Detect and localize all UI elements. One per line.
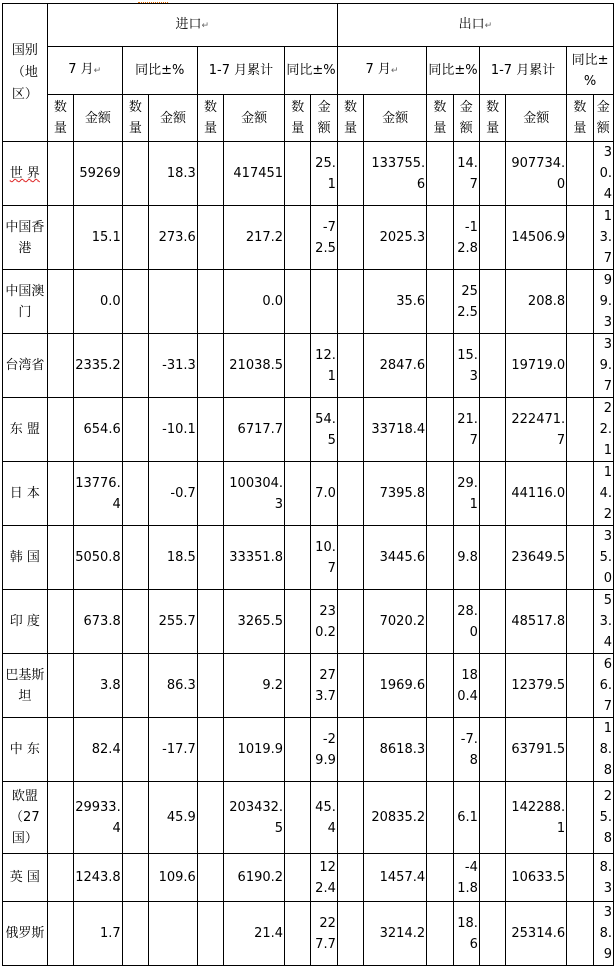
- imp-cum-yoy-cell: 230.2: [311, 590, 337, 654]
- exp-cum-amt-cell: 23649.5: [506, 526, 567, 590]
- qty-cell: [285, 142, 311, 206]
- qty-header: 数量: [567, 95, 593, 142]
- qty-cell: [567, 902, 593, 966]
- qty-cell: [427, 270, 453, 334]
- exp-cum-yoy-cell: 25.8: [593, 782, 613, 854]
- qty-cell: [337, 526, 363, 590]
- imp-cum-yoy-cell: 7.0: [311, 462, 337, 526]
- region-cell: 欧盟（27国）: [3, 782, 48, 854]
- qty-cell: [47, 270, 73, 334]
- table-row: [3, 270, 614, 334]
- exp-jul-yoy-cell: 9.8: [453, 526, 479, 590]
- region-cell: 巴基斯坦: [3, 654, 48, 718]
- region-cell: 中国香港: [3, 206, 48, 270]
- exp-cum-amt-cell: 222471.7: [506, 398, 567, 462]
- qty-cell: [479, 398, 505, 462]
- export-header: [337, 4, 613, 47]
- exp-cum-amt-cell: 10633.5: [506, 854, 567, 902]
- imp-jul-amt-cell: 0.0: [74, 270, 123, 334]
- imp-cum-amt-cell: 1019.9: [224, 718, 285, 782]
- imp-cum-yoy-cell: -72.5: [311, 206, 337, 270]
- qty-cell: [122, 854, 148, 902]
- exp-cum-yoy-cell: 8.3: [593, 854, 613, 902]
- qty-cell: [479, 654, 505, 718]
- region-cell: 韩 国: [3, 526, 48, 590]
- imp-cum-yoy-label: 同比±%: [286, 63, 336, 78]
- region-cell: 俄罗斯: [3, 902, 48, 966]
- trade-table: [2, 3, 614, 966]
- qty-cell: [285, 718, 311, 782]
- exp-cum-yoy-cell: 39.7: [593, 334, 613, 398]
- exp-jul-yoy-cell: -12.8: [453, 206, 479, 270]
- exp-cum-yoy-cell: 99.3: [593, 270, 613, 334]
- imp-yoy-header: [122, 47, 197, 95]
- qty-cell: [337, 334, 363, 398]
- imp-cum-yoy-cell: 54.5: [311, 398, 337, 462]
- qty-cell: [122, 782, 148, 854]
- table-row: [3, 142, 614, 206]
- imp-jul-amt-cell: 59269: [74, 142, 123, 206]
- exp-jul-amt-cell: 2847.6: [364, 334, 427, 398]
- exp-jul-yoy-cell: -7.8: [453, 718, 479, 782]
- amt-header: 金额: [74, 95, 123, 142]
- sub-header-row: [3, 95, 614, 142]
- exp-jul-yoy-cell: 252.5: [453, 270, 479, 334]
- exp-yoy-label: 同比±%: [428, 63, 478, 78]
- qty-header: 数量: [337, 95, 363, 142]
- qty-cell: [427, 462, 453, 526]
- exp-cum-amt-cell: 63791.5: [506, 718, 567, 782]
- qty-cell: [337, 654, 363, 718]
- imp-cum-yoy-cell: -29.9: [311, 718, 337, 782]
- qty-cell: [427, 398, 453, 462]
- qty-cell: [427, 718, 453, 782]
- region-cell: 印 度: [3, 590, 48, 654]
- imp-jul-yoy-cell: -10.1: [149, 398, 198, 462]
- imp-cum-yoy-cell: 227.7: [311, 902, 337, 966]
- exp-jul-amt-cell: 33718.4: [364, 398, 427, 462]
- exp-cum-yoy-cell: 14.2: [593, 462, 613, 526]
- exp-cum-amt-cell: 12379.5: [506, 654, 567, 718]
- qty-cell: [479, 854, 505, 902]
- qty-cell: [427, 654, 453, 718]
- exp-jul-amt-cell: 133755.6: [364, 142, 427, 206]
- qty-cell: [479, 590, 505, 654]
- qty-cell: [197, 718, 223, 782]
- region-cell: 世 界: [3, 142, 48, 206]
- exp-jul-amt-cell: 1969.6: [364, 654, 427, 718]
- qty-cell: [567, 654, 593, 718]
- qty-cell: [47, 718, 73, 782]
- exp-cum-yoy-cell: 13.7: [593, 206, 613, 270]
- qty-cell: [479, 902, 505, 966]
- table-row: [3, 398, 614, 462]
- table-row: [3, 854, 614, 902]
- qty-cell: [47, 782, 73, 854]
- imp-jul-yoy-cell: 18.3: [149, 142, 198, 206]
- qty-cell: [197, 782, 223, 854]
- exp-cum-yoy-cell: 53.4: [593, 590, 613, 654]
- qty-cell: [285, 526, 311, 590]
- imp-jul-amt-cell: 13776.4: [74, 462, 123, 526]
- qty-cell: [47, 462, 73, 526]
- qty-cell: [427, 782, 453, 854]
- imp-jul-amt-cell: 3.8: [74, 654, 123, 718]
- imp-cum-amt-cell: 6717.7: [224, 398, 285, 462]
- table-row: [3, 590, 614, 654]
- exp-jul-yoy-cell: 6.1: [453, 782, 479, 854]
- exp-cum-amt-cell: 25314.6: [506, 902, 567, 966]
- qty-cell: [337, 206, 363, 270]
- imp-jul-yoy-cell: 18.5: [149, 526, 198, 590]
- qty-cell: [285, 270, 311, 334]
- qty-cell: [567, 718, 593, 782]
- imp-jul-yoy-cell: 273.6: [149, 206, 198, 270]
- qty-cell: [427, 334, 453, 398]
- qty-cell: [285, 902, 311, 966]
- exp-cum-amt-cell: 44116.0: [506, 462, 567, 526]
- qty-cell: [122, 270, 148, 334]
- para-mark: ↵: [484, 20, 493, 31]
- qty-cell: [122, 462, 148, 526]
- exp-cum-label: 1-7 月累计: [490, 63, 556, 78]
- qty-cell: [47, 590, 73, 654]
- exp-jul-yoy-cell: 29.1: [453, 462, 479, 526]
- exp-cum-amt-cell: 142288.1: [506, 782, 567, 854]
- exp-cum-header: [479, 47, 566, 95]
- qty-cell: [122, 590, 148, 654]
- exp-jul-amt-cell: 20835.2: [364, 782, 427, 854]
- qty-cell: [47, 526, 73, 590]
- exp-cum-amt-cell: 907734.0: [506, 142, 567, 206]
- imp-jul-yoy-cell: -31.3: [149, 334, 198, 398]
- qty-cell: [337, 902, 363, 966]
- qty-cell: [285, 462, 311, 526]
- imp-cum-amt-cell: 0.0: [224, 270, 285, 334]
- qty-cell: [122, 334, 148, 398]
- exp-cum-amt-cell: 208.8: [506, 270, 567, 334]
- qty-cell: [479, 462, 505, 526]
- imp-jul-yoy-cell: -17.7: [149, 718, 198, 782]
- qty-cell: [285, 206, 311, 270]
- region-cell: 英 国: [3, 854, 48, 902]
- qty-cell: [122, 142, 148, 206]
- exp-jul-yoy-cell: 21.7: [453, 398, 479, 462]
- imp-jul-amt-cell: 673.8: [74, 590, 123, 654]
- imp-yoy-label: 同比±%: [135, 63, 185, 78]
- imp-jul-yoy-cell: [149, 270, 198, 334]
- region-header: [3, 4, 48, 142]
- para-mark: ↵: [93, 66, 102, 76]
- qty-cell: [567, 590, 593, 654]
- qty-cell: [479, 270, 505, 334]
- imp-cum-yoy-cell: 10.7: [311, 526, 337, 590]
- qty-cell: [122, 398, 148, 462]
- qty-cell: [567, 142, 593, 206]
- qty-cell: [197, 142, 223, 206]
- imp-cum-amt-cell: 100304.3: [224, 462, 285, 526]
- amt-header: 金额: [506, 95, 567, 142]
- qty-cell: [122, 718, 148, 782]
- import-header: [47, 4, 337, 47]
- qty-header: 数量: [285, 95, 311, 142]
- qty-cell: [197, 398, 223, 462]
- amt-header: 金额: [311, 95, 337, 142]
- qty-cell: [337, 142, 363, 206]
- table-row: [3, 902, 614, 966]
- qty-cell: [197, 526, 223, 590]
- imp-cum-yoy-cell: 12.1: [311, 334, 337, 398]
- exp-cum-yoy-label: 同比±%: [571, 52, 609, 89]
- qty-cell: [567, 206, 593, 270]
- exp-cum-yoy-header: [567, 47, 614, 95]
- imp-jul-amt-cell: 1.7: [74, 902, 123, 966]
- imp-cum-yoy-cell: 45.4: [311, 782, 337, 854]
- exp-cum-yoy-cell: 22.1: [593, 398, 613, 462]
- exp-jul-amt-cell: 1457.4: [364, 854, 427, 902]
- para-mark: ↵: [390, 66, 399, 76]
- exp-jul-amt-cell: 3445.6: [364, 526, 427, 590]
- exp-jul-amt-cell: 7395.8: [364, 462, 427, 526]
- exp-cum-yoy-cell: 38.9: [593, 902, 613, 966]
- imp-cum-yoy-cell: 273.7: [311, 654, 337, 718]
- qty-cell: [337, 854, 363, 902]
- exp-cum-amt-cell: 48517.8: [506, 590, 567, 654]
- exp-jul-yoy-cell: -41.8: [453, 854, 479, 902]
- imp-cum-amt-cell: 9.2: [224, 654, 285, 718]
- qty-cell: [47, 398, 73, 462]
- export-header-label: 出口: [458, 16, 485, 32]
- qty-cell: [197, 854, 223, 902]
- qty-cell: [197, 590, 223, 654]
- imp-jul-amt-cell: 5050.8: [74, 526, 123, 590]
- imp-jul-amt-cell: 82.4: [74, 718, 123, 782]
- imp-jul-amt-cell: 654.6: [74, 398, 123, 462]
- qty-cell: [197, 206, 223, 270]
- qty-cell: [479, 526, 505, 590]
- qty-cell: [197, 462, 223, 526]
- amt-header: 金额: [224, 95, 285, 142]
- amt-header: 金额: [149, 95, 198, 142]
- qty-cell: [567, 782, 593, 854]
- qty-cell: [47, 902, 73, 966]
- imp-cum-yoy-header: [285, 47, 338, 95]
- qty-cell: [122, 654, 148, 718]
- qty-cell: [47, 142, 73, 206]
- exp-jul-amt-cell: 2025.3: [364, 206, 427, 270]
- qty-cell: [337, 718, 363, 782]
- qty-cell: [427, 142, 453, 206]
- qty-cell: [285, 854, 311, 902]
- imp-jul-yoy-cell: 86.3: [149, 654, 198, 718]
- imp-cum-header: [197, 47, 284, 95]
- imp-cum-amt-cell: 21038.5: [224, 334, 285, 398]
- exp-jul-yoy-cell: 15.3: [453, 334, 479, 398]
- exp-month-label: 7 月: [365, 62, 391, 77]
- exp-cum-yoy-cell: 18.8: [593, 718, 613, 782]
- para-mark: ↵: [201, 20, 210, 31]
- exp-yoy-header: [427, 47, 480, 95]
- imp-jul-amt-cell: 1243.8: [74, 854, 123, 902]
- table-row: [3, 462, 614, 526]
- exp-cum-amt-cell: 19719.0: [506, 334, 567, 398]
- exp-jul-yoy-cell: 14.7: [453, 142, 479, 206]
- exp-jul-amt-cell: 35.6: [364, 270, 427, 334]
- table-body: [3, 142, 614, 966]
- region-cell: 台湾省: [3, 334, 48, 398]
- qty-cell: [197, 654, 223, 718]
- exp-cum-amt-cell: 14506.9: [506, 206, 567, 270]
- qty-cell: [427, 854, 453, 902]
- imp-cum-yoy-cell: [311, 270, 337, 334]
- exp-jul-yoy-cell: 180.4: [453, 654, 479, 718]
- exp-jul-yoy-cell: 18.6: [453, 902, 479, 966]
- amt-header: 金额: [364, 95, 427, 142]
- region-cell: 东 盟: [3, 398, 48, 462]
- region-cell: 日 本: [3, 462, 48, 526]
- imp-jul-amt-cell: 15.1: [74, 206, 123, 270]
- qty-cell: [285, 334, 311, 398]
- exp-cum-yoy-cell: 66.7: [593, 654, 613, 718]
- qty-cell: [479, 334, 505, 398]
- exp-jul-yoy-cell: 28.0: [453, 590, 479, 654]
- qty-cell: [197, 902, 223, 966]
- qty-cell: [122, 206, 148, 270]
- qty-cell: [337, 398, 363, 462]
- imp-cum-yoy-cell: 25.1: [311, 142, 337, 206]
- imp-cum-amt-cell: 417451: [224, 142, 285, 206]
- imp-cum-amt-cell: 21.4: [224, 902, 285, 966]
- qty-cell: [197, 270, 223, 334]
- imp-jul-yoy-cell: 45.9: [149, 782, 198, 854]
- region-header-label: 国别（地区）: [11, 42, 38, 102]
- qty-cell: [285, 398, 311, 462]
- exp-cum-yoy-cell: 30.4: [593, 142, 613, 206]
- qty-cell: [567, 398, 593, 462]
- qty-header: 数量: [479, 95, 505, 142]
- qty-cell: [285, 654, 311, 718]
- qty-cell: [285, 782, 311, 854]
- amt-header: 金额: [453, 95, 479, 142]
- qty-cell: [479, 782, 505, 854]
- imp-cum-label: 1-7 月累计: [208, 63, 274, 78]
- exp-cum-yoy-cell: 35.0: [593, 526, 613, 590]
- qty-cell: [479, 718, 505, 782]
- table-row: [3, 718, 614, 782]
- qty-cell: [337, 782, 363, 854]
- qty-cell: [567, 334, 593, 398]
- imp-cum-amt-cell: 217.2: [224, 206, 285, 270]
- qty-header: 数量: [47, 95, 73, 142]
- exp-jul-amt-cell: 7020.2: [364, 590, 427, 654]
- imp-jul-yoy-cell: 109.6: [149, 854, 198, 902]
- table-row: [3, 782, 614, 854]
- qty-cell: [567, 526, 593, 590]
- imp-cum-amt-cell: 3265.5: [224, 590, 285, 654]
- imp-jul-yoy-cell: [149, 902, 198, 966]
- region-cell: 中国澳门: [3, 270, 48, 334]
- qty-header: 数量: [122, 95, 148, 142]
- qty-cell: [427, 206, 453, 270]
- qty-cell: [427, 526, 453, 590]
- qty-cell: [479, 142, 505, 206]
- qty-header: 数量: [427, 95, 453, 142]
- imp-jul-yoy-cell: -0.7: [149, 462, 198, 526]
- exp-jul-amt-cell: 3214.2: [364, 902, 427, 966]
- imp-jul-yoy-cell: 255.7: [149, 590, 198, 654]
- qty-cell: [122, 902, 148, 966]
- qty-cell: [47, 654, 73, 718]
- qty-cell: [567, 854, 593, 902]
- imp-jul-amt-cell: 29933.4: [74, 782, 123, 854]
- qty-cell: [122, 526, 148, 590]
- qty-cell: [427, 902, 453, 966]
- qty-cell: [47, 334, 73, 398]
- qty-cell: [337, 462, 363, 526]
- import-header-label: 进口: [175, 16, 202, 32]
- table-row: [3, 526, 614, 590]
- table-row: [3, 334, 614, 398]
- imp-cum-amt-cell: 203432.5: [224, 782, 285, 854]
- imp-cum-yoy-cell: 122.4: [311, 854, 337, 902]
- qty-cell: [479, 206, 505, 270]
- imp-cum-amt-cell: 6190.2: [224, 854, 285, 902]
- qty-cell: [197, 334, 223, 398]
- table-row: [3, 654, 614, 718]
- imp-month-header: [47, 47, 122, 95]
- qty-cell: [285, 590, 311, 654]
- imp-jul-amt-cell: 2335.2: [74, 334, 123, 398]
- region-cell: 中 东: [3, 718, 48, 782]
- qty-cell: [567, 270, 593, 334]
- qty-cell: [337, 590, 363, 654]
- qty-cell: [47, 206, 73, 270]
- exp-month-header: [337, 47, 426, 95]
- qty-cell: [427, 590, 453, 654]
- qty-cell: [47, 854, 73, 902]
- amt-header: 金额: [593, 95, 613, 142]
- imp-month-label: 7 月: [68, 62, 94, 77]
- imp-cum-amt-cell: 33351.8: [224, 526, 285, 590]
- qty-cell: [337, 270, 363, 334]
- qty-cell: [567, 462, 593, 526]
- table-row: [3, 206, 614, 270]
- qty-header: 数量: [197, 95, 223, 142]
- exp-jul-amt-cell: 8618.3: [364, 718, 427, 782]
